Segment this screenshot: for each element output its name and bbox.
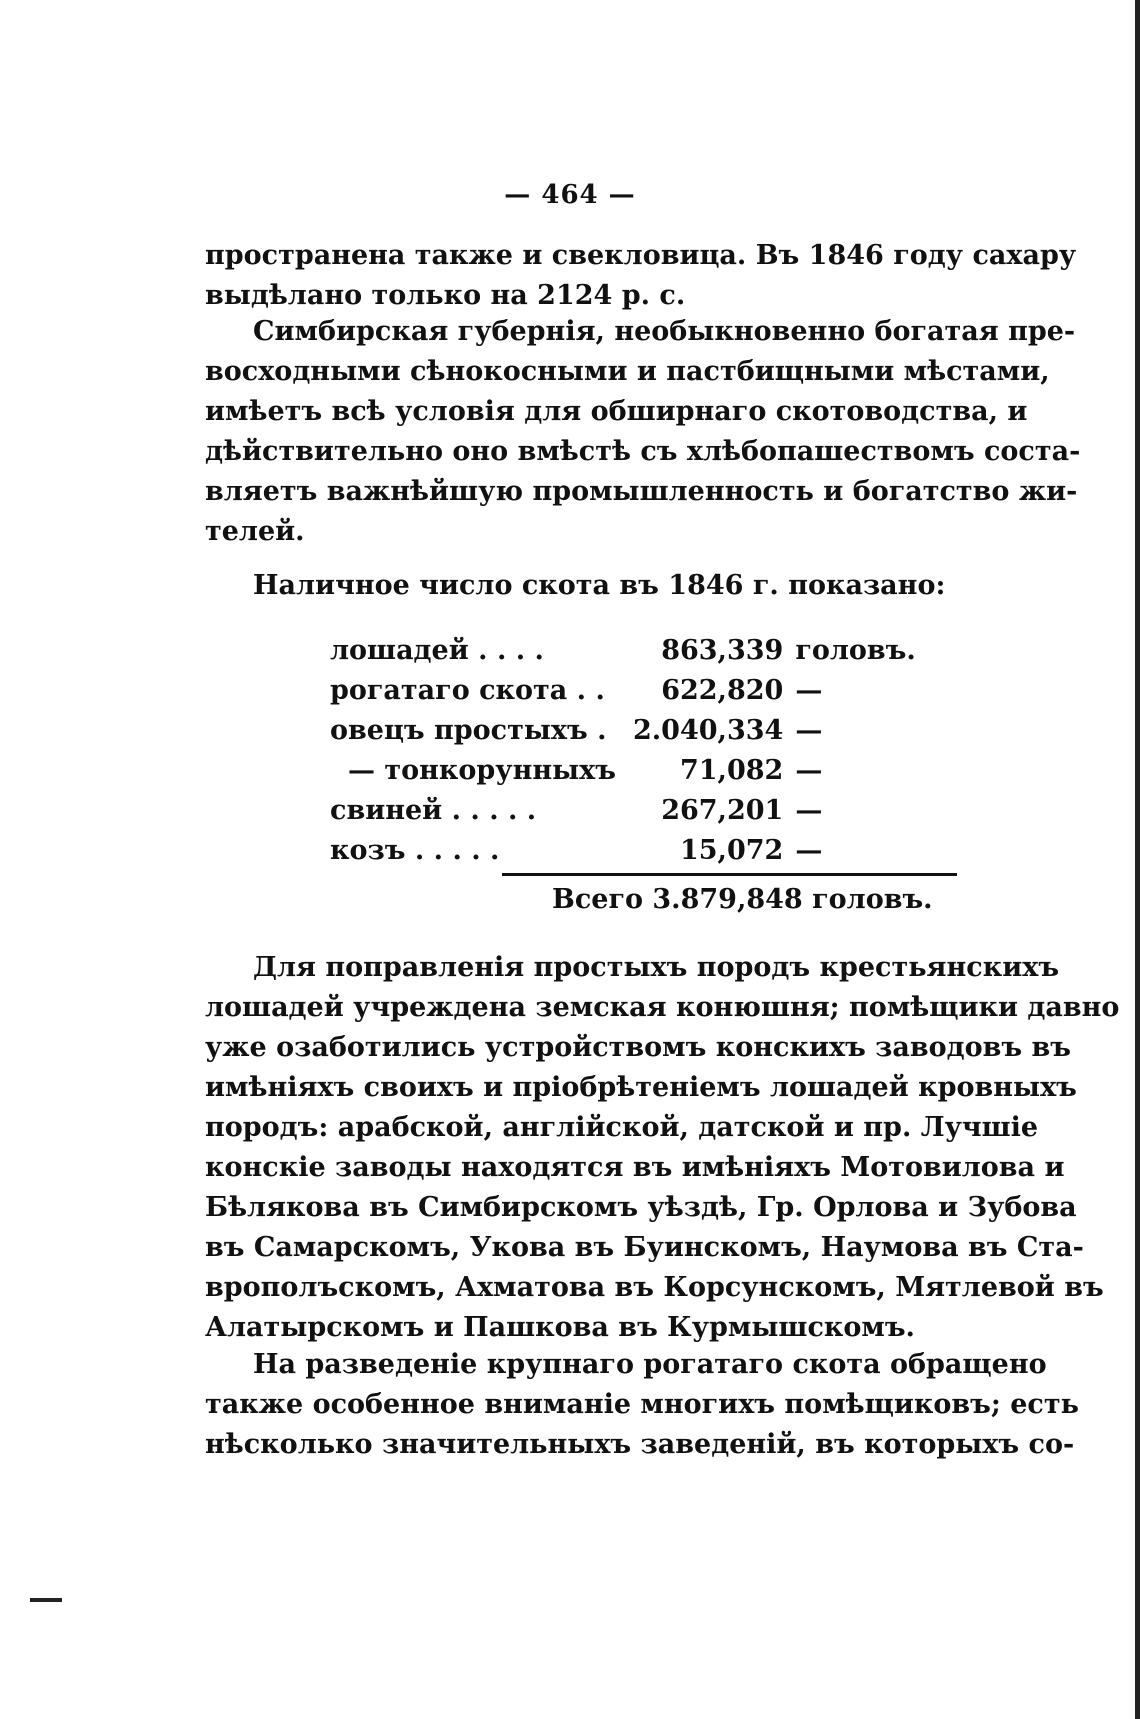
count-unit: —	[795, 754, 823, 786]
paragraph-4	[205, 1345, 1079, 1465]
paragraph-1	[205, 236, 1077, 316]
text-line: дѣйствительно оно вмѣстѣ съ хлѣбопашествомъ соста-	[205, 436, 1081, 467]
text-line: Бѣлякова въ Симбирскомъ уѣздѣ, Гр. Орлова и Зубова	[205, 1192, 1077, 1223]
text-line: восходными сѣнокосными и пастбищными мѣстами,	[205, 356, 1050, 387]
count-unit: —	[795, 714, 823, 746]
animal-name: — тонкорунныхъ	[348, 754, 616, 786]
count-unit: —	[795, 834, 823, 866]
paragraph-2	[205, 312, 1081, 552]
table-row	[330, 630, 916, 670]
animal-name: овецъ простыхъ .	[330, 714, 607, 746]
animal-name: свиней . . . . .	[330, 794, 537, 826]
animal-count: 622,820	[661, 674, 784, 706]
table-row	[330, 790, 916, 830]
text-line: На разведеніе крупнаго рогатаго скота обращено	[253, 1349, 1047, 1380]
text-line: выдѣлано только на 2124 р. с.	[205, 280, 686, 311]
page-edge-shadow	[1135, 0, 1140, 1719]
table-row	[330, 710, 916, 750]
animal-count: 71,082	[679, 754, 784, 786]
text-line: нѣсколько значительныхъ заведеній, въ которыхъ со-	[205, 1429, 1075, 1460]
text-line: лошадей учреждена земская конюшня; помѣщики давно	[205, 992, 1120, 1023]
paragraph-3	[205, 948, 1120, 1348]
count-unit: головъ.	[795, 634, 916, 666]
text-line: Симбирская губернія, необыкновенно богатая пре-	[253, 316, 1076, 347]
count-unit: —	[795, 794, 823, 826]
text-line: имѣніяхъ своихъ и пріобрѣтеніемъ лошадей кровныхъ	[205, 1072, 1077, 1103]
animal-count: 267,201	[661, 794, 784, 826]
table-row	[330, 670, 916, 710]
text-line: породъ: арабской, англійской, датской и пр. Лучшіе	[205, 1112, 1039, 1143]
margin-mark	[30, 1598, 62, 1602]
text-line: Алатырскомъ и Пашкова въ Курмышскомъ.	[205, 1312, 915, 1343]
count-unit: —	[795, 674, 823, 706]
livestock-table	[330, 630, 916, 870]
animal-count: 2.040,334	[633, 714, 784, 746]
text-line: вляетъ важнѣйшую промышленность и богатство жи-	[205, 476, 1078, 507]
text-line: также особенное вниманіе многихъ помѣщиковъ; есть	[205, 1389, 1079, 1420]
livestock-total: Всего 3.879,848 головъ.	[552, 884, 933, 915]
text-line: конскіе заводы находятся въ имѣніяхъ Мотовилова и	[205, 1152, 1065, 1183]
text-line: телей.	[205, 516, 305, 547]
animal-count: 863,339	[661, 634, 784, 666]
animal-count: 15,072	[679, 834, 784, 866]
text-line: имѣетъ всѣ условія для обширнаго скотоводства, и	[205, 396, 1028, 427]
text-line: въ Самарскомъ, Укова въ Буинскомъ, Наумова въ Ста-	[205, 1232, 1084, 1263]
page-number: — 464 —	[504, 180, 636, 210]
text-line: врополъскомъ, Ахматова въ Корсунскомъ, Мятлевой въ	[205, 1272, 1104, 1303]
sum-rule	[502, 873, 957, 876]
table-row	[330, 750, 916, 790]
text-line: уже озаботились устройствомъ конскихъ заводовъ въ	[205, 1032, 1072, 1063]
livestock-intro: Наличное число скота въ 1846 г. показано:	[253, 570, 946, 601]
animal-name: лошадей . . . .	[330, 634, 544, 666]
text-line: пространена также и свекловица. Въ 1846 году сахару	[205, 240, 1077, 271]
animal-name: рогатаго скота . .	[330, 674, 605, 706]
text-line: Для поправленія простыхъ породъ крестьянскихъ	[253, 952, 1060, 983]
animal-name: козъ . . . . .	[330, 834, 500, 866]
table-row	[330, 830, 916, 870]
